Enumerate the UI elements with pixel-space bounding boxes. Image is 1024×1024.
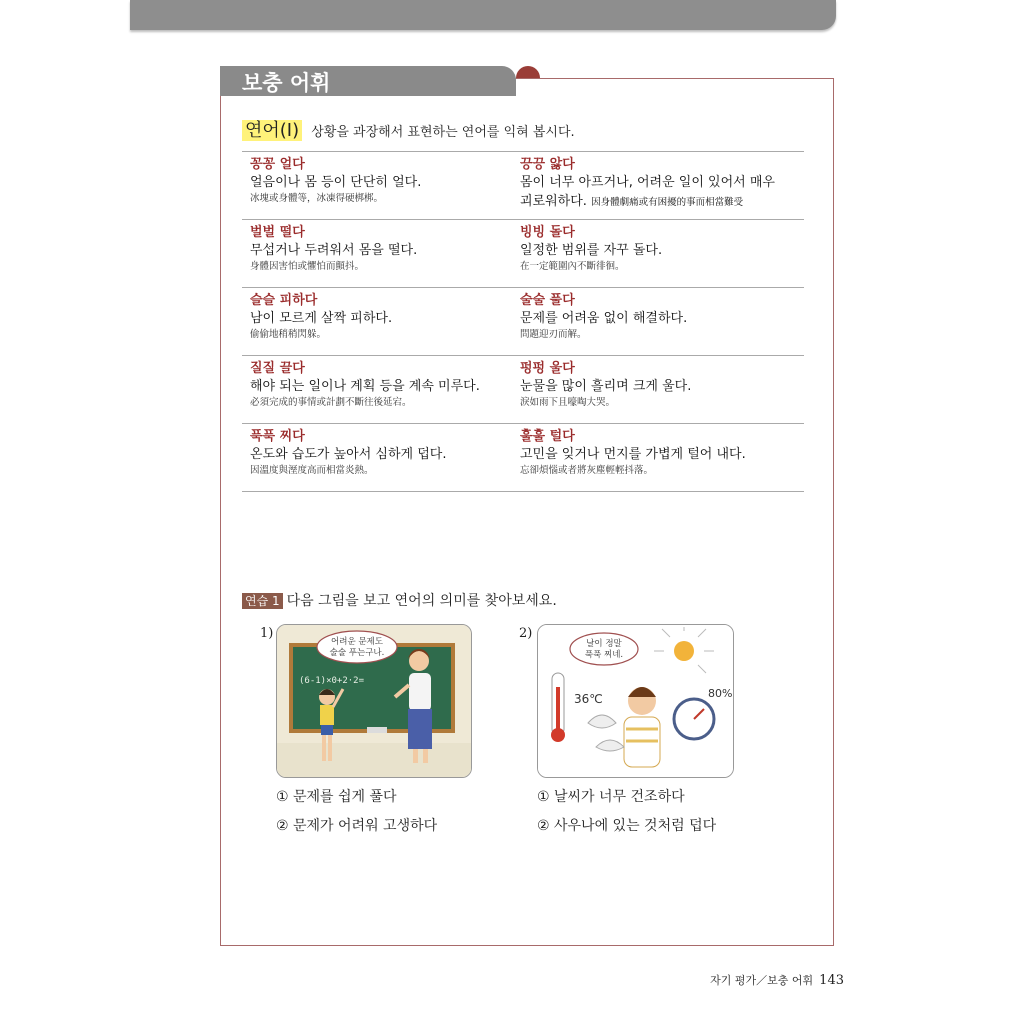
vocab-term: 술술 풀다 (520, 293, 575, 308)
temperature-readout: 36℃ (574, 692, 603, 706)
vocab-term: 펑펑 울다 (520, 361, 575, 376)
option-2[interactable]: ② 문제가 어려워 고생하다 (276, 818, 438, 834)
hot-weather-illustration (538, 625, 733, 777)
vocab-chinese: 問題迎刃而解。 (520, 329, 587, 340)
vocab-entry (512, 288, 782, 355)
vocab-term: 벌벌 떨다 (250, 225, 305, 240)
exercise-illustration-classroom (276, 624, 472, 778)
practice-badge: 연습 1 (242, 593, 283, 609)
section-tab (220, 66, 516, 96)
page-number: 143 (819, 973, 844, 988)
vocab-entry (512, 220, 782, 287)
humidity-readout: 80% (708, 687, 733, 700)
table-row (242, 288, 804, 356)
table-row (242, 356, 804, 424)
table-row (242, 424, 804, 492)
vocab-chinese: 因溫度與溼度高而相當炎熱。 (250, 465, 374, 476)
vocab-meaning: 해야 되는 일이나 계획 등을 계속 미루다. (250, 379, 480, 394)
option-1[interactable]: ① 날씨가 너무 건조하다 (537, 789, 685, 805)
option-2[interactable]: ② 사우나에 있는 것처럼 덥다 (537, 818, 717, 834)
vocab-chinese: 身體因害怕或懼怕而顫抖。 (250, 261, 365, 272)
vocab-term: 훌훌 털다 (520, 429, 575, 444)
board-equation: (6-1)×0+2·2= (299, 676, 365, 686)
vocab-entry (512, 152, 782, 219)
page-footer (710, 972, 844, 988)
vocab-entry (242, 288, 512, 355)
idiom-heading (242, 116, 575, 142)
vocab-term: 끙끙 앓다 (520, 157, 575, 172)
vocab-chinese: 因身體劇痛或有困擾的事而相當難受 (591, 197, 744, 208)
footer-text: 자기 평가／보충 어휘 (710, 974, 814, 987)
vocab-entry (512, 424, 782, 491)
exercise-number: 2) (519, 626, 533, 641)
speech-bubble-line1: 날이 정말 (586, 639, 622, 649)
vocab-entry (512, 356, 782, 423)
vocab-term: 푹푹 찌다 (250, 429, 305, 444)
option-1[interactable]: ① 문제를 쉽게 풀다 (276, 789, 397, 805)
section-title: 보충 어휘 (242, 71, 331, 95)
vocab-entry (242, 356, 512, 423)
vocab-chinese: 淚如雨下且嚎啕大哭。 (520, 397, 616, 408)
practice-heading (242, 590, 557, 610)
vocab-meaning: 일정한 범위를 자꾸 돌다. (520, 243, 663, 258)
vocab-entry (242, 424, 512, 491)
vocab-term: 빙빙 돌다 (520, 225, 575, 240)
practice-instruction: 다음 그림을 보고 연어의 의미를 찾아보세요. (286, 593, 557, 609)
speech-bubble-line2: 푹푹 찌네. (584, 650, 624, 660)
section-tab-accent (516, 66, 540, 78)
idiom-description: 상황을 과장해서 표현하는 연어를 익혀 봅시다. (311, 125, 575, 140)
vocab-meaning: 무섭거나 두려워서 몸을 떨다. (250, 243, 418, 258)
speech-bubble-line1: 어려운 문제도 (331, 637, 383, 647)
vocab-table (242, 151, 804, 492)
vocab-meaning: 얼음이나 몸 등이 단단히 얼다. (250, 175, 422, 190)
vocab-term: 질질 끌다 (250, 361, 305, 376)
top-header-bar (130, 0, 836, 30)
vocab-entry (242, 152, 512, 219)
classroom-illustration (277, 625, 471, 777)
table-row (242, 152, 804, 220)
vocab-chinese: 在一定範圍內不斷徘徊。 (520, 261, 625, 272)
vocab-meaning: 고민을 잊거나 먼지를 가볍게 털어 내다. (520, 447, 746, 462)
vocab-meaning: 남이 모르게 살짝 피하다. (250, 311, 393, 326)
vocab-chinese: 忘卻煩惱或者將灰塵輕輕抖落。 (520, 465, 654, 476)
vocab-term: 슬슬 피하다 (250, 293, 318, 308)
vocab-meaning: 온도와 습도가 높아서 심하게 덥다. (250, 447, 447, 462)
vocab-chinese: 冰塊或身體等，冰凍得硬梆梆。 (250, 193, 384, 204)
vocab-entry (242, 220, 512, 287)
vocab-meaning-text: 몸이 너무 아프거나, 어려운 일이 있어서 매우 괴로워하다. (520, 175, 775, 209)
table-row (242, 220, 804, 288)
vocab-meaning: 문제를 어려움 없이 해결하다. (520, 311, 688, 326)
exercise-number: 1) (260, 626, 274, 641)
vocab-meaning: 눈물을 많이 흘리며 크게 울다. (520, 379, 692, 394)
speech-bubble-line2: 술술 푸는구나. (329, 648, 385, 658)
vocab-chinese: 偷偷地稍稍閃躲。 (250, 329, 327, 340)
exercise-illustration-hot-weather (537, 624, 734, 778)
idiom-tag: 연어(Ⅰ) (242, 120, 302, 141)
vocab-chinese: 必須完成的事情或計劃不斷往後延宕。 (250, 397, 412, 408)
vocab-term: 꽁꽁 얼다 (250, 157, 305, 172)
vocab-meaning (520, 173, 782, 212)
